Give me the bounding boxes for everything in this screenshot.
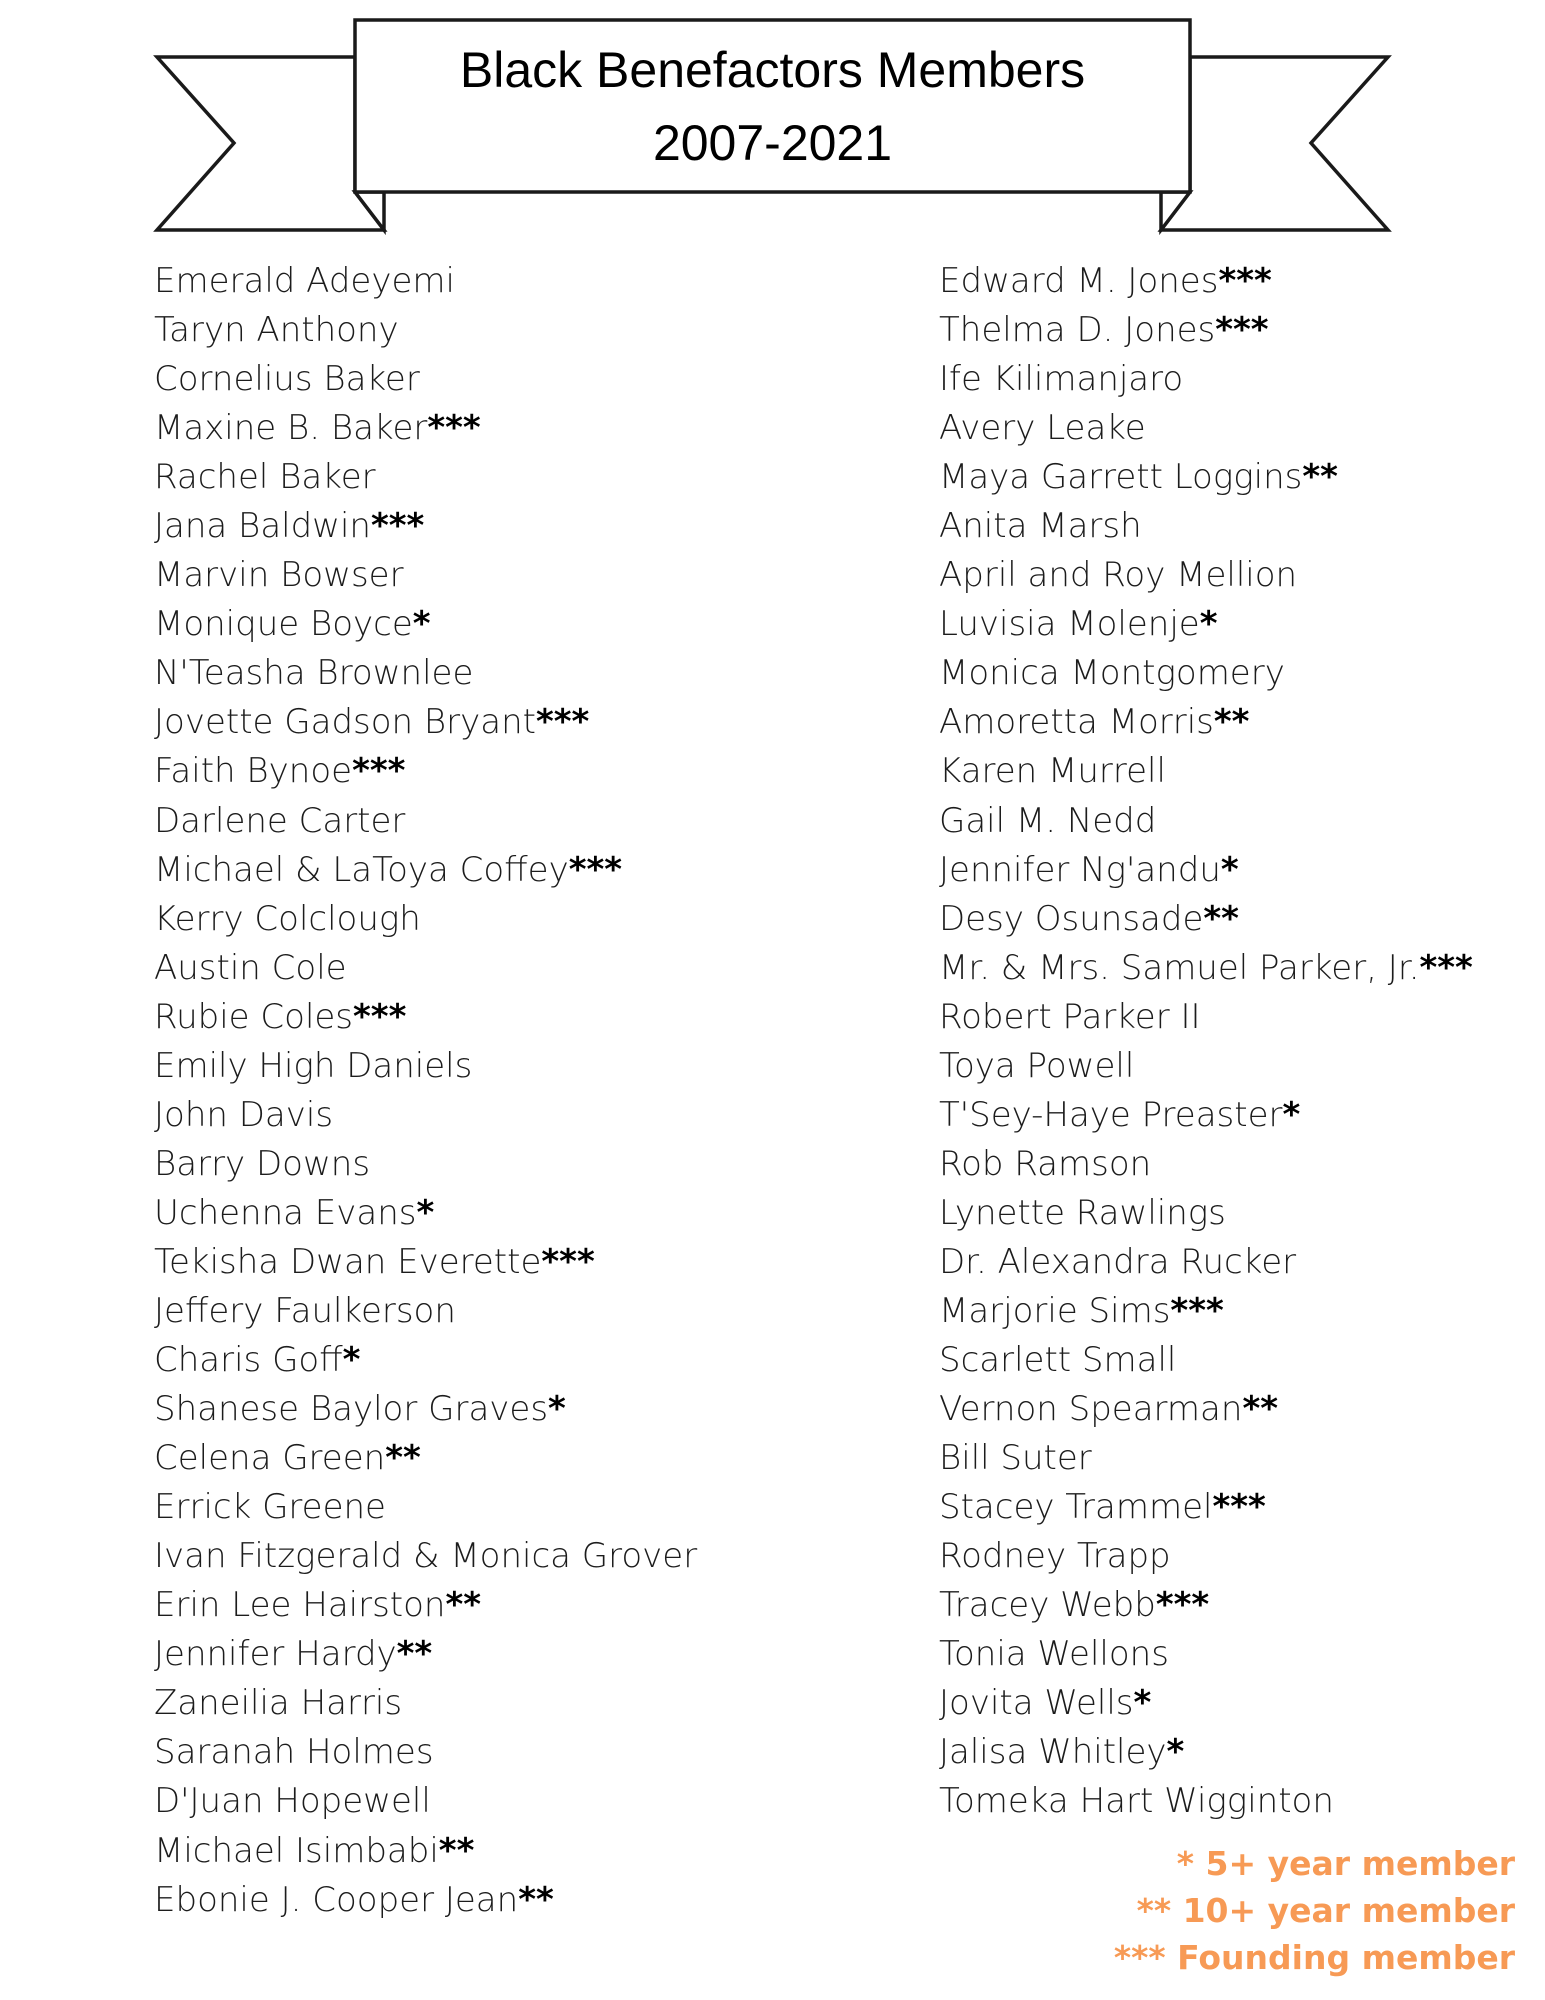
member-name: Errick Greene xyxy=(154,1487,386,1528)
member-name: Ivan Fitzgerald & Monica Grover xyxy=(154,1536,698,1577)
page-subtitle-years: 2007-2021 xyxy=(652,115,893,171)
member-item xyxy=(154,895,697,944)
member-name: Luvisia Molenje xyxy=(939,604,1200,645)
member-name: Jennifer Hardy xyxy=(154,1634,397,1675)
member-name: Monique Boyce xyxy=(154,604,413,645)
member-item xyxy=(939,502,1473,551)
member-item xyxy=(939,747,1473,796)
member-name: John Davis xyxy=(154,1094,334,1135)
member-item xyxy=(939,257,1473,306)
member-stars: *** xyxy=(568,849,623,890)
member-item xyxy=(154,944,697,993)
member-stars: *** xyxy=(541,1241,595,1282)
member-item xyxy=(939,1581,1473,1630)
member-name: Jennifer Ng'andu xyxy=(939,849,1221,890)
member-item xyxy=(939,1336,1473,1385)
member-name: Zaneilia Harris xyxy=(154,1683,403,1724)
member-stars: *** xyxy=(427,408,481,449)
member-item xyxy=(939,1287,1473,1336)
member-item xyxy=(939,993,1473,1042)
legend-5-year: * 5+ year member xyxy=(1176,1844,1515,1883)
member-stars: ** xyxy=(518,1879,554,1920)
member-name: Jalisa Whitley xyxy=(939,1732,1167,1773)
member-item xyxy=(154,1189,697,1238)
member-item xyxy=(939,1777,1473,1826)
member-name: Ife Kilimanjaro xyxy=(939,359,1184,400)
member-item xyxy=(939,355,1473,404)
member-stars: ** xyxy=(1213,702,1250,743)
member-item xyxy=(154,502,697,551)
member-item xyxy=(154,1434,697,1483)
member-stars: ** xyxy=(1203,898,1239,939)
member-name: Jovita Wells xyxy=(939,1683,1134,1724)
member-name: Emerald Adeyemi xyxy=(154,261,455,301)
member-name: Anita Marsh xyxy=(939,506,1142,547)
member-name: N'Teasha Brownlee xyxy=(154,653,474,694)
member-name: Lynette Rawlings xyxy=(939,1192,1226,1233)
member-stars: * xyxy=(1282,1094,1301,1135)
legend-founding: *** Founding member xyxy=(1113,1938,1515,1977)
member-item xyxy=(939,453,1473,502)
member-item xyxy=(939,1091,1473,1140)
member-stars: ** xyxy=(396,1634,433,1675)
member-item xyxy=(154,698,697,747)
member-item xyxy=(154,1140,697,1189)
member-item xyxy=(939,1630,1473,1679)
member-name: D'Juan Hopewell xyxy=(154,1781,431,1822)
member-stars: *** xyxy=(1155,1585,1210,1626)
member-name: Tekisha Dwan Everette xyxy=(154,1241,542,1282)
member-name: Shanese Baylor Graves xyxy=(154,1389,549,1430)
member-name: Saranah Holmes xyxy=(154,1732,434,1773)
member-name: Jeffery Faulkerson xyxy=(154,1290,456,1331)
member-name: Michael Isimbabi xyxy=(154,1830,439,1871)
member-name: Desy Osunsade xyxy=(939,898,1204,939)
member-name: Celena Green xyxy=(154,1438,386,1479)
member-name: Tomeka Hart Wigginton xyxy=(939,1781,1334,1822)
member-item xyxy=(154,453,697,502)
member-name: Marjorie Sims xyxy=(939,1290,1171,1331)
member-item xyxy=(939,1238,1473,1287)
member-item xyxy=(154,993,697,1042)
member-item xyxy=(939,1042,1473,1091)
member-name: Barry Downs xyxy=(154,1143,371,1184)
member-item xyxy=(154,1042,697,1091)
member-stars: *** xyxy=(1419,947,1473,988)
member-item xyxy=(939,1140,1473,1189)
member-item xyxy=(939,698,1473,747)
member-stars: *** xyxy=(535,702,590,743)
member-item xyxy=(939,306,1473,355)
member-name: Tonia Wellons xyxy=(939,1634,1169,1675)
member-name: Stacey Trammel xyxy=(939,1487,1213,1528)
member-item xyxy=(154,1777,697,1826)
member-item xyxy=(939,1434,1473,1483)
member-item xyxy=(939,404,1473,453)
member-name: Rob Ramson xyxy=(939,1143,1152,1184)
member-stars: ** xyxy=(1242,1389,1278,1430)
member-stars: *** xyxy=(370,506,425,547)
member-name: Edward M. Jones xyxy=(939,261,1219,301)
member-stars: *** xyxy=(1212,1487,1266,1528)
member-item xyxy=(939,846,1473,895)
member-name: Rodney Trapp xyxy=(939,1536,1171,1577)
member-item xyxy=(154,1827,697,1876)
member-item xyxy=(939,1679,1473,1728)
legend-10-year: ** 10+ year member xyxy=(1136,1891,1515,1930)
member-name: Emily High Daniels xyxy=(154,1045,473,1086)
member-item xyxy=(939,944,1473,993)
member-name: Marvin Bowser xyxy=(154,555,404,596)
member-item xyxy=(154,600,697,649)
member-name: Monica Montgomery xyxy=(939,653,1285,694)
member-name: Austin Cole xyxy=(154,947,347,988)
member-name: Erin Lee Hairston xyxy=(154,1585,446,1626)
member-name: Amoretta Morris xyxy=(939,702,1214,743)
member-item xyxy=(154,797,697,846)
members-list-left xyxy=(154,257,697,1925)
member-item xyxy=(939,1728,1473,1777)
member-item xyxy=(154,1876,697,1925)
member-stars: *** xyxy=(1218,261,1272,301)
member-name: Jana Baldwin xyxy=(154,506,371,547)
member-item xyxy=(154,747,697,796)
member-stars: * xyxy=(416,1192,435,1233)
member-stars: * xyxy=(342,1340,361,1381)
member-item xyxy=(154,257,697,306)
member-name: Faith Bynoe xyxy=(154,751,353,792)
member-name: Uchenna Evans xyxy=(154,1192,417,1233)
member-name: Rachel Baker xyxy=(154,457,376,498)
member-stars: ** xyxy=(385,1438,421,1479)
member-name: Darlene Carter xyxy=(154,800,406,841)
member-name: Dr. Alexandra Rucker xyxy=(939,1241,1297,1282)
member-item xyxy=(939,649,1473,698)
member-item xyxy=(154,1679,697,1728)
member-item xyxy=(154,1238,697,1287)
member-name: Jovette Gadson Bryant xyxy=(154,702,536,743)
member-item xyxy=(154,1581,697,1630)
page-title: Black Benefactors Members xyxy=(459,42,1086,98)
member-name: Scarlett Small xyxy=(939,1340,1177,1381)
member-item xyxy=(939,1189,1473,1238)
member-stars: *** xyxy=(1215,310,1269,351)
member-stars: *** xyxy=(352,751,406,792)
member-stars: ** xyxy=(438,1830,475,1871)
member-stars: * xyxy=(1220,849,1239,890)
member-item xyxy=(939,1532,1473,1581)
member-item xyxy=(939,1385,1473,1434)
member-name: Rubie Coles xyxy=(154,996,354,1037)
member-item xyxy=(154,1385,697,1434)
member-item xyxy=(154,1483,697,1532)
member-stars: * xyxy=(412,604,431,645)
members-list-right xyxy=(939,257,1473,1827)
member-name: Vernon Spearman xyxy=(939,1389,1243,1430)
member-item xyxy=(154,404,697,453)
member-item xyxy=(154,846,697,895)
member-name: Kerry Colclough xyxy=(154,898,421,939)
member-name: Bill Suter xyxy=(939,1438,1092,1479)
member-stars: *** xyxy=(1170,1290,1224,1331)
member-name: Mr. & Mrs. Samuel Parker, Jr. xyxy=(939,947,1420,988)
member-name: Maxine B. Baker xyxy=(154,408,428,449)
member-stars: * xyxy=(548,1389,566,1430)
member-name: T'Sey-Haye Preaster xyxy=(939,1094,1283,1135)
member-stars: * xyxy=(1166,1732,1185,1773)
member-name: April and Roy Mellion xyxy=(939,555,1298,596)
member-stars: * xyxy=(1133,1683,1152,1724)
member-item xyxy=(154,1287,697,1336)
member-item xyxy=(939,797,1473,846)
member-name: Ebonie J. Cooper Jean xyxy=(154,1879,519,1920)
member-item xyxy=(939,895,1473,944)
member-item xyxy=(154,1532,697,1581)
member-stars: *** xyxy=(353,996,407,1037)
member-item xyxy=(154,355,697,404)
member-item xyxy=(154,1728,697,1777)
member-name: Robert Parker II xyxy=(939,996,1201,1037)
member-name: Toya Powell xyxy=(939,1045,1135,1086)
member-item xyxy=(154,1336,697,1385)
member-item xyxy=(939,551,1473,600)
member-item xyxy=(154,1091,697,1140)
member-name: Charis Goff xyxy=(154,1340,343,1381)
member-item xyxy=(939,600,1473,649)
member-name: Michael & LaToya Coffey xyxy=(154,849,569,890)
member-name: Thelma D. Jones xyxy=(939,310,1216,351)
member-stars: ** xyxy=(445,1585,482,1626)
member-name: Taryn Anthony xyxy=(154,310,399,351)
member-item xyxy=(154,649,697,698)
member-name: Gail M. Nedd xyxy=(939,800,1157,841)
member-name: Karen Murrell xyxy=(939,751,1166,792)
member-item xyxy=(154,1630,697,1679)
member-name: Cornelius Baker xyxy=(154,359,420,400)
member-name: Avery Leake xyxy=(939,408,1146,449)
member-stars: * xyxy=(1199,604,1218,645)
membership-legend xyxy=(1114,1840,1515,1981)
member-name: Maya Garrett Loggins xyxy=(939,457,1303,498)
member-stars: ** xyxy=(1302,457,1338,498)
member-item xyxy=(154,306,697,355)
member-item xyxy=(939,1483,1473,1532)
member-item xyxy=(154,551,697,600)
member-name: Tracey Webb xyxy=(939,1585,1156,1626)
